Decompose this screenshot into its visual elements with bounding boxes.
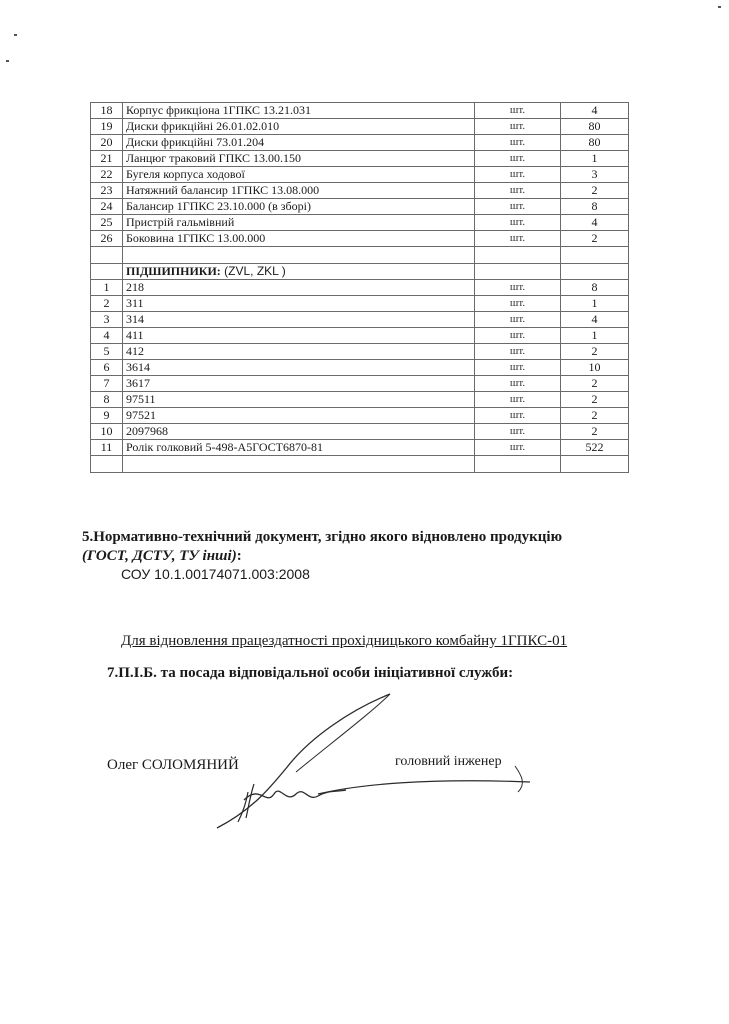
- section-5-line2: [82, 547, 662, 566]
- item-name: 3617: [123, 376, 475, 392]
- item-unit: шт.: [475, 119, 561, 135]
- section-5-colon: :: [236, 548, 242, 564]
- item-name: 311: [123, 296, 475, 312]
- item-unit: шт.: [475, 103, 561, 119]
- table-row: [91, 440, 629, 456]
- table-row: [91, 183, 629, 199]
- scan-speck: [14, 34, 17, 36]
- item-name: Боковина 1ГПКС 13.00.000: [123, 231, 475, 247]
- item-name: Балансир 1ГПКС 23.10.000 (в зборі): [123, 199, 475, 215]
- item-quantity: 1: [561, 328, 629, 344]
- item-quantity: 4: [561, 215, 629, 231]
- row-number: 2: [91, 296, 123, 312]
- row-number: 4: [91, 328, 123, 344]
- item-quantity: 80: [561, 119, 629, 135]
- table-row-section-heading: [91, 264, 629, 280]
- responsible-person-position: головний інженер: [395, 754, 502, 769]
- row-number: 18: [91, 103, 123, 119]
- bearings-heading-text: ПІДШИПНИКИ:: [126, 264, 221, 278]
- purpose-statement: Для відновлення працездатності прохідницького комбайну 1ГПКС-01: [121, 633, 568, 649]
- item-unit: шт.: [475, 440, 561, 456]
- item-unit: шт.: [475, 328, 561, 344]
- parts-table-separator: [91, 247, 629, 280]
- item-quantity: 2: [561, 376, 629, 392]
- scan-speck: [6, 60, 9, 62]
- parts-table-body-b: [91, 280, 629, 456]
- item-unit: шт.: [475, 392, 561, 408]
- row-number: 21: [91, 151, 123, 167]
- item-quantity: 8: [561, 280, 629, 296]
- row-number: 3: [91, 312, 123, 328]
- bearings-section-heading: [123, 264, 475, 280]
- row-number: 23: [91, 183, 123, 199]
- item-quantity: 522: [561, 440, 629, 456]
- item-quantity: 2: [561, 424, 629, 440]
- table-row: [91, 408, 629, 424]
- table-row: [91, 376, 629, 392]
- scan-speck: [718, 6, 721, 8]
- item-quantity: 1: [561, 296, 629, 312]
- item-unit: шт.: [475, 167, 561, 183]
- item-unit: шт.: [475, 151, 561, 167]
- item-name: 97521: [123, 408, 475, 424]
- item-unit: шт.: [475, 231, 561, 247]
- item-name: Натяжний балансир 1ГПКС 13.08.000: [123, 183, 475, 199]
- row-number: 25: [91, 215, 123, 231]
- item-name: Бугеля корпуса ходової: [123, 167, 475, 183]
- row-number: 7: [91, 376, 123, 392]
- item-name: 314: [123, 312, 475, 328]
- row-number: 26: [91, 231, 123, 247]
- row-number: 22: [91, 167, 123, 183]
- item-name: Диски фрикційні 73.01.204: [123, 135, 475, 151]
- table-row: [91, 392, 629, 408]
- item-name: 97511: [123, 392, 475, 408]
- bearings-heading-suffix: (ZVL, ZKL ): [220, 264, 286, 278]
- item-quantity: 2: [561, 408, 629, 424]
- item-quantity: 4: [561, 103, 629, 119]
- item-name: 412: [123, 344, 475, 360]
- table-row: [91, 199, 629, 215]
- item-unit: шт.: [475, 183, 561, 199]
- table-row: [91, 135, 629, 151]
- table-row: [91, 280, 629, 296]
- row-number: 8: [91, 392, 123, 408]
- item-quantity: 2: [561, 231, 629, 247]
- item-unit: шт.: [475, 215, 561, 231]
- item-quantity: 2: [561, 392, 629, 408]
- item-unit: шт.: [475, 408, 561, 424]
- table-row: [91, 312, 629, 328]
- item-unit: шт.: [475, 360, 561, 376]
- row-number: 11: [91, 440, 123, 456]
- item-quantity: 10: [561, 360, 629, 376]
- item-quantity: 80: [561, 135, 629, 151]
- table-row: [91, 103, 629, 119]
- parts-table: [90, 102, 629, 473]
- table-row: [91, 119, 629, 135]
- row-number: 1: [91, 280, 123, 296]
- item-unit: шт.: [475, 280, 561, 296]
- item-unit: шт.: [475, 344, 561, 360]
- item-quantity: 2: [561, 183, 629, 199]
- item-unit: шт.: [475, 199, 561, 215]
- row-number: 24: [91, 199, 123, 215]
- parts-table-footer: [91, 456, 629, 473]
- item-unit: шт.: [475, 312, 561, 328]
- item-unit: шт.: [475, 296, 561, 312]
- row-number: 10: [91, 424, 123, 440]
- table-row-blank: [91, 247, 629, 264]
- item-name: 411: [123, 328, 475, 344]
- item-quantity: 8: [561, 199, 629, 215]
- table-row: [91, 296, 629, 312]
- item-quantity: 1: [561, 151, 629, 167]
- item-quantity: 2: [561, 344, 629, 360]
- row-number: 9: [91, 408, 123, 424]
- section-7-heading: 7.П.І.Б. та посада відповідальної особи ініціативної служби:: [107, 665, 514, 681]
- normative-document-code: СОУ 10.1.00174071.003:2008: [121, 566, 310, 582]
- table-row: [91, 151, 629, 167]
- item-unit: шт.: [475, 135, 561, 151]
- table-row: [91, 360, 629, 376]
- table-row: [91, 328, 629, 344]
- item-name: 218: [123, 280, 475, 296]
- parts-table-body-a: [91, 103, 629, 247]
- row-number: 20: [91, 135, 123, 151]
- item-name: 2097968: [123, 424, 475, 440]
- table-row: [91, 215, 629, 231]
- row-number: 19: [91, 119, 123, 135]
- table-row: [91, 344, 629, 360]
- item-name: Пристрій гальмівний: [123, 215, 475, 231]
- table-row: [91, 167, 629, 183]
- item-name: Ланцюг траковий ГПКС 13.00.150: [123, 151, 475, 167]
- section-5-heading: [82, 528, 662, 566]
- table-row: [91, 424, 629, 440]
- responsible-person-name: Олег СОЛОМЯНИЙ: [107, 757, 239, 773]
- item-unit: шт.: [475, 424, 561, 440]
- section-5-line1: 5.Нормативно-технічний документ, згідно якого відновлено продукцію: [82, 529, 563, 545]
- row-number: 6: [91, 360, 123, 376]
- item-unit: шт.: [475, 376, 561, 392]
- item-quantity: 3: [561, 167, 629, 183]
- item-name: Ролік голковий 5-498-А5ГОСТ6870-81: [123, 440, 475, 456]
- item-name: 3614: [123, 360, 475, 376]
- item-name: Диски фрикційні 26.01.02.010: [123, 119, 475, 135]
- item-name: Корпус фрикціона 1ГПКС 13.21.031: [123, 103, 475, 119]
- section-5-standards: (ГОСТ, ДСТУ, ТУ інші): [82, 548, 237, 564]
- table-row-blank: [91, 456, 629, 473]
- item-quantity: 4: [561, 312, 629, 328]
- row-number: 5: [91, 344, 123, 360]
- table-row: [91, 231, 629, 247]
- handwritten-signature: [200, 680, 540, 840]
